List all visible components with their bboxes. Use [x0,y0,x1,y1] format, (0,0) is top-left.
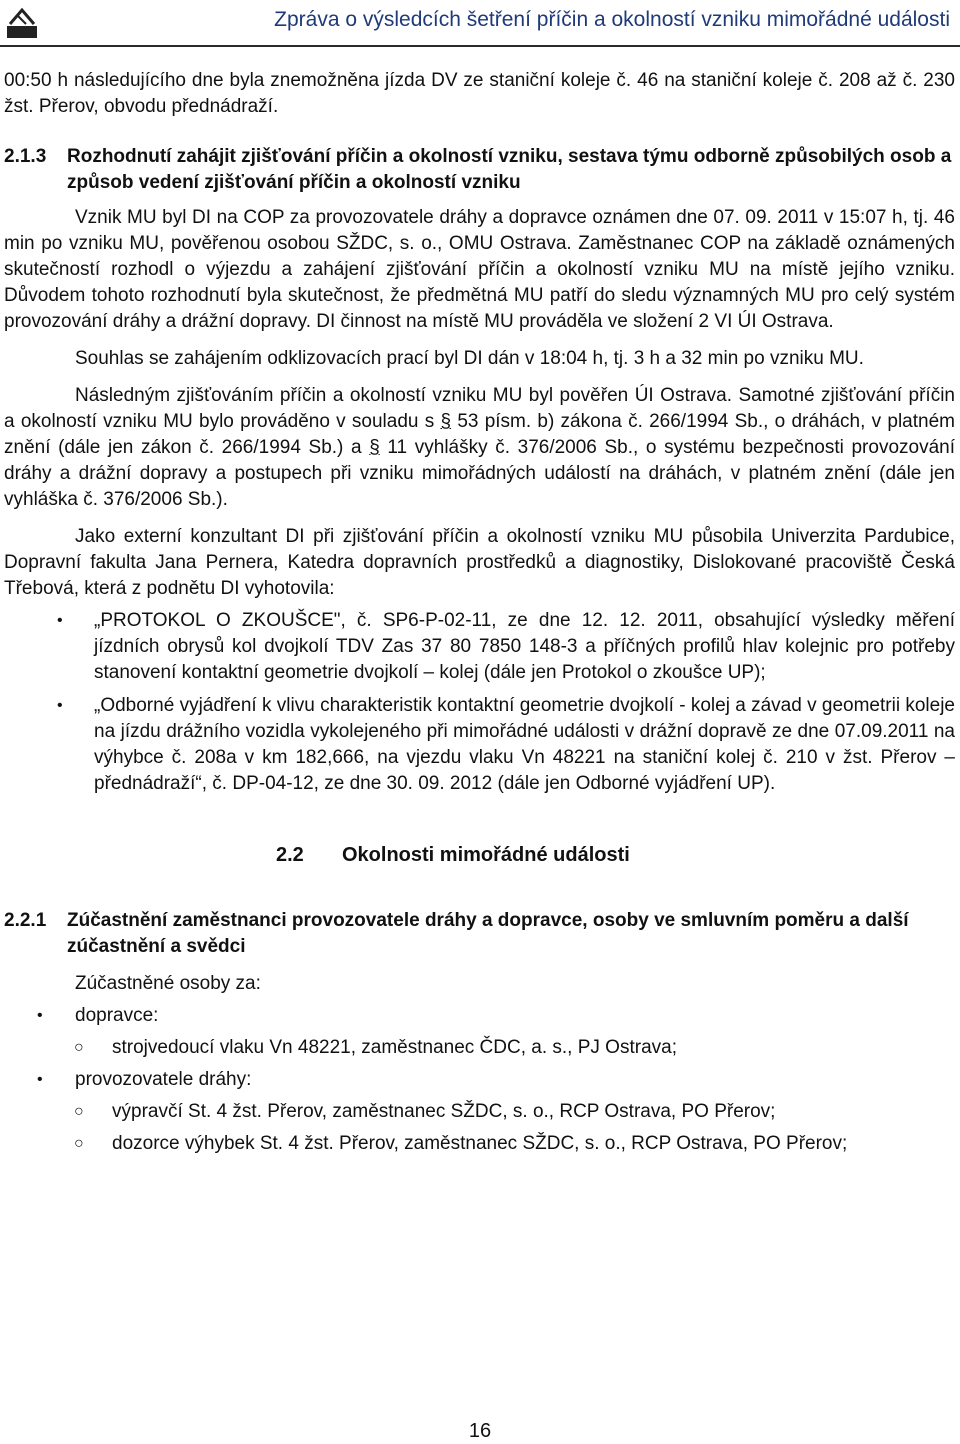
section-number: 2.1.3 [4,146,47,167]
section-heading-2-1-3 [0,144,960,196]
document-title: Zpráva o výsledcích šetření příčin a okolností vzniku mimořádné události [274,8,950,31]
person-text: strojvedoucí vlaku Vn 48221, zaměstnanec ČDC, a. s., PJ Ostrava; [112,1037,677,1058]
group-label: dopravce: [75,1005,159,1026]
text-run: 11 vyhlášky č. 376/2006 Sb., o systému bezpečnosti provozování dráhy a drážní dopravy a postupech při vzniku mimořádných událostí na dráhách, v platném znění (dále jen vyhláška č. 376/2006 Sb.). [4,437,955,510]
person-item [0,1099,960,1125]
section-sign: § [369,437,380,458]
group-label-infrastructure [0,1067,960,1093]
circle-bullet-icon: ○ [74,1135,84,1152]
text-run: Následným zjišťováním příčin a okolností vzniku MU byl pověřen ÚI Ostrava. Samotné zjišťování příčin a okolností vzniku MU bylo prováděno v souladu s [4,385,955,432]
paragraph-consultant: Jako externí konzultant DI při zjišťování příčin a okolností vzniku MU působila Univerzita Pardubice, Dopravní fakulta Jana Pernera, Katedra dopravních prostředků a diagnostiky, Dislokované pracoviště Česká Třebová, která z podnětu DI vyhotovila: [4,526,955,599]
page-header [0,0,960,45]
section-heading-2-2 [0,842,960,868]
section-title: Okolnosti mimořádné události [342,844,630,866]
group-label-carrier [0,1003,960,1029]
section-number: 2.2.1 [4,910,47,931]
drazni-inspekce-logo [4,4,40,40]
list-item-text: „PROTOKOL O ZKOUŠCE", č. SP6-P-02-11, ze dne 12. 12. 2011, obsahující výsledky měření jízdních obrysů kol dvojkolí TDV Zas 37 80 7850 148-3 a příčných profilů hlav kolejnic pro potřeby stanovení kontaktní geometrie dvojkolí – kolej (dále jen Protokol o zkoušce UP); [94,610,955,683]
paragraph-continuation: 00:50 h následujícího dne byla znemožněna jízda DV ze staniční koleje č. 46 na staniční koleje č. 208 až č. 230 žst. Přerov, obvodu přednádraží. [4,70,955,117]
list-item [0,608,960,686]
section-number: 2.2 [276,844,304,866]
bullet-icon: • [37,1007,43,1024]
bullet-icon: • [37,1071,43,1088]
documents-list [0,608,960,797]
paragraph-investigation [0,383,960,513]
paragraph-clearance: Souhlas se zahájením odklizovacích prací byl DI dán v 18:04 h, tj. 3 h a 32 min po vzniku MU. [75,348,864,369]
person-item [0,1131,960,1157]
section-sign: § [440,411,452,432]
circle-bullet-icon: ○ [74,1039,84,1056]
person-text: dozorce výhybek St. 4 žst. Přerov, zaměstnanec SŽDC, s. o., RCP Ostrava, PO Přerov; [112,1133,848,1154]
person-text: výpravčí St. 4 žst. Přerov, zaměstnanec SŽDC, s. o., RCP Ostrava, PO Přerov; [112,1101,776,1122]
paragraph-notification: Vznik MU byl DI na COP za provozovatele dráhy a dopravce oznámen dne 07. 09. 2011 v 15:07 h, tj. 46 min po vzniku MU, pověřenou osobou SŽDC, s. o., OMU Ostrava. Zaměstnanec COP na základě oznámených skutečností rozhodl o výjezdu a zahájení zjišťování příčin a okolností vzniku MU na místě jejího vzniku. Důvodem tohoto rozhodnutí byla skutečnost, že předmětná MU patří do sledu významných MU pro celý systém provozování dráhy a drážní dopravy. DI činnost na místě MU prováděla ve složení 2 VI ÚI Ostrava. [4,207,955,332]
section-heading-2-2-1 [0,908,960,960]
group-label: provozovatele dráhy: [75,1069,252,1090]
persons-intro: Zúčastněné osoby za: [75,973,261,994]
circle-bullet-icon: ○ [74,1103,84,1120]
section-title: Rozhodnutí zahájit zjišťování příčin a okolností vzniku, sestava týmu odborně způsobilých osob a způsob vedení zjišťování příčin a okolností vzniku [67,146,952,193]
list-item [0,693,960,797]
document-body [0,60,960,1157]
section-title: Zúčastnění zaměstnanci provozovatele dráhy a dopravce, osoby ve smluvním poměru a další zúčastnění a svědci [67,910,909,957]
person-item [0,1035,960,1061]
header-divider [0,45,960,47]
bullet-icon: • [57,612,63,629]
bullet-icon: • [57,697,63,714]
list-item-text: „Odborné vyjádření k vlivu charakteristik kontaktní geometrie dvojkolí - kolej a závad v geometrii koleje na jízdu drážního vozidla vykolejeného při mimořádné události v drážní dopravě ze dne 07.09.2011 na výhybce č. 208a v km 182,666, na vjezdu vlaku Vn 48221 na staniční kolej č. 210 v žst. Přerov – přednádraží“, č. DP-04-12, ze dne 30. 09. 2012 (dále jen Odborné vyjádření UP). [94,695,955,794]
text-run: 53 písm. b) zákona č. 266/1994 Sb., o dráhách, v platném znění (dále jen zákon č. 266/1994 Sb.) a [4,411,955,458]
page-number: 16 [468,1420,492,1442]
